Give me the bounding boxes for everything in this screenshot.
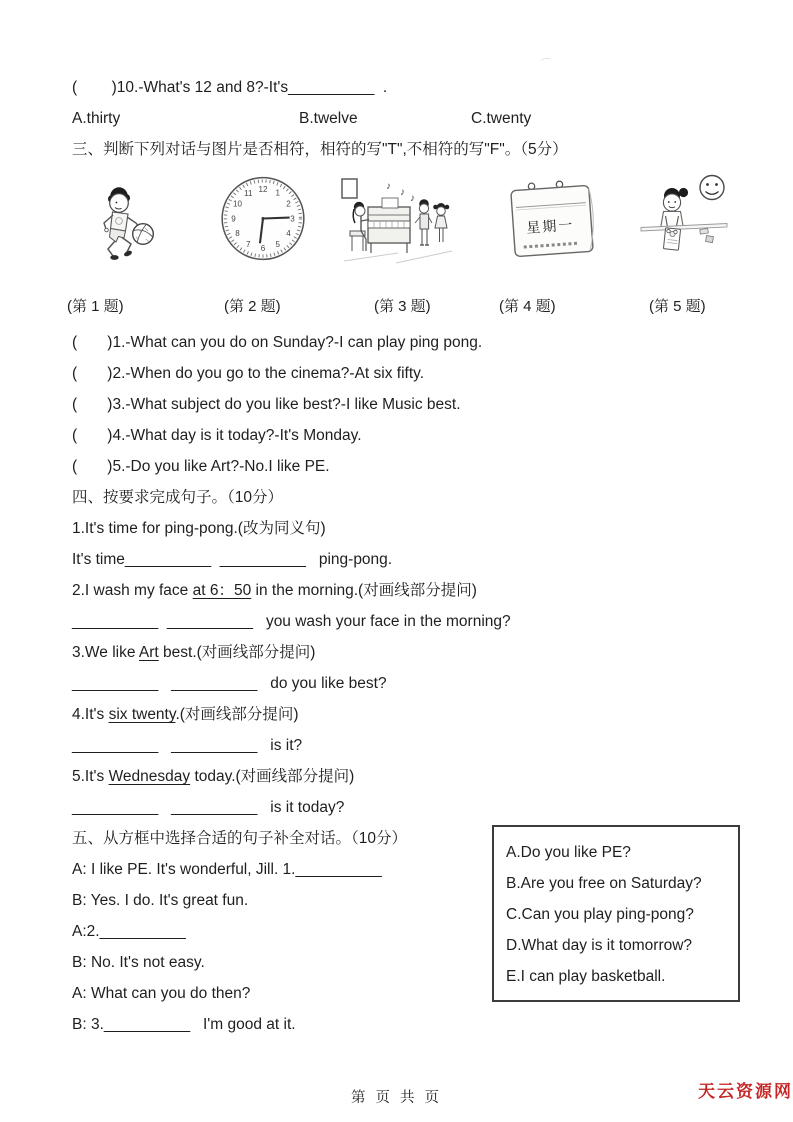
prompt-text: 4.It's (72, 706, 109, 723)
music-class-illustration (340, 171, 455, 266)
option-a: A.thirty (72, 110, 121, 127)
clock-number: 9 (231, 214, 236, 224)
section4-heading: 四、按要求完成句子。（10分） (72, 489, 283, 506)
underlined-part: six twenty (108, 706, 176, 723)
music-note-icon: ♪ (386, 181, 391, 192)
figure-caption-5: (第 5 题) (649, 298, 706, 315)
figure-caption-2: (第 2 题) (224, 298, 281, 315)
box-option-a: A.Do you like PE? (506, 844, 631, 861)
tf-item-5: ( )5.-Do you like Art?-No.I like PE. (72, 458, 330, 475)
clock-number: 12 (258, 184, 268, 194)
dialogue-line-1: A: I like PE. It's wonderful, Jill. 1.__________ (72, 861, 382, 878)
boy-basketball-illustration (82, 171, 177, 266)
clock-number: 1 (275, 188, 280, 198)
rewrite-prompt-2 (72, 575, 742, 606)
section5 (72, 823, 742, 1040)
clock-number: 10 (233, 199, 243, 209)
option-b: B.twelve (299, 110, 358, 127)
calendar-icon (500, 171, 605, 266)
prompt-text: best.(对画线部分提问) (158, 644, 316, 661)
calendar-day-label: 星期一 (525, 216, 575, 236)
prompt-text: 1.It's time for ping-pong.(改为同义句) (72, 520, 326, 537)
dialogue-line-3: A:2.__________ (72, 923, 186, 940)
watermark: 天云资源网 (698, 1082, 793, 1101)
answer-line-3: __________ __________ do you like best? (72, 675, 387, 692)
prompt-text: 5.It's (72, 768, 109, 785)
underlined-part: Wednesday (108, 768, 191, 785)
clock-number: 4 (286, 229, 291, 239)
page-footer: 第 页 共 页 (350, 1090, 443, 1106)
box-option-c: C.Can you play ping-pong? (506, 906, 694, 923)
prompt-text: 2.I wash my face (72, 582, 193, 599)
music-note-icon: ♪ (400, 187, 405, 198)
tf-item-2: ( )2.-When do you go to the cinema?-At six fifty. (72, 365, 425, 382)
clock-number: 2 (286, 199, 291, 209)
question-10-options (72, 103, 742, 134)
section5-heading: 五、从方框中选择合适的句子补全对话。（10分） (72, 830, 407, 847)
prompt-text: .(对画线部分提问) (175, 706, 299, 723)
figure-caption-4: (第 4 题) (499, 298, 556, 315)
tf-item-1: ( )1.-What can you do on Sunday?-I can play ping pong. (72, 334, 483, 351)
underlined-part: at 6：50 (192, 582, 252, 599)
clock-icon (213, 171, 313, 266)
stray-mark (540, 57, 553, 65)
calendar-illustration (500, 171, 605, 266)
music-class-icon (340, 171, 455, 266)
section3-heading: 三、判断下列对话与图片是否相符，相符的写"T",不相符的写"F"。（5分） (72, 141, 568, 158)
rewrite-prompt-1 (72, 513, 742, 544)
option-c: C.twenty (471, 110, 532, 127)
question-10: ( )10.-What's 12 and 8?-It's__________ . (72, 79, 388, 96)
clock-illustration (213, 171, 313, 266)
dialogue-line-5: A: What can you do then? (72, 985, 251, 1002)
figure-caption-1: (第 1 题) (67, 298, 124, 315)
answer-line-5: __________ __________ is it today? (72, 799, 345, 816)
prompt-text: in the morning.(对画线部分提问) (251, 582, 477, 599)
girl-smiley-icon (636, 171, 731, 266)
girl-pingpong-smiley-illustration (636, 171, 731, 266)
dialogue-line-6: B: 3.__________ I'm good at it. (72, 1016, 296, 1033)
underlined-part: Art (138, 644, 159, 661)
clock-number: 7 (246, 239, 251, 249)
tf-item-3: ( )3.-What subject do you like best?-I like Music best. (72, 396, 461, 413)
answer-line-2: __________ __________ you wash your face in the morning? (72, 613, 511, 630)
answer-line-1: It's time__________ __________ ping-pong. (72, 551, 393, 568)
boy-basketball-icon (82, 171, 177, 266)
clock-number: 5 (275, 239, 280, 249)
clock-number: 8 (235, 229, 240, 239)
prompt-text: today.(对画线部分提问) (190, 768, 355, 785)
clock-number: 11 (244, 188, 253, 198)
box-option-b: B.Are you free on Saturday? (506, 875, 702, 892)
sentence-options-box (492, 825, 740, 1002)
answer-line-4: __________ __________ is it? (72, 737, 303, 754)
box-option-d: D.What day is it tomorrow? (506, 937, 693, 954)
box-option-e: E.I can play basketball. (506, 968, 666, 985)
dialogue-line-2: B: Yes. I do. It's great fun. (72, 892, 249, 909)
figure-row (67, 165, 742, 327)
figure-caption-3: (第 3 题) (374, 298, 431, 315)
clock-number: 3 (290, 214, 295, 224)
clock-number: 6 (260, 243, 266, 253)
dialogue-line-4: B: No. It's not easy. (72, 954, 205, 971)
music-note-icon: ♪ (410, 193, 415, 204)
prompt-text: 3.We like (72, 644, 139, 661)
tf-item-4: ( )4.-What day is it today?-It's Monday. (72, 427, 362, 444)
rewrite-prompt-3 (72, 637, 742, 668)
rewrite-prompt-4 (72, 699, 742, 730)
rewrite-prompt-5 (72, 761, 742, 792)
